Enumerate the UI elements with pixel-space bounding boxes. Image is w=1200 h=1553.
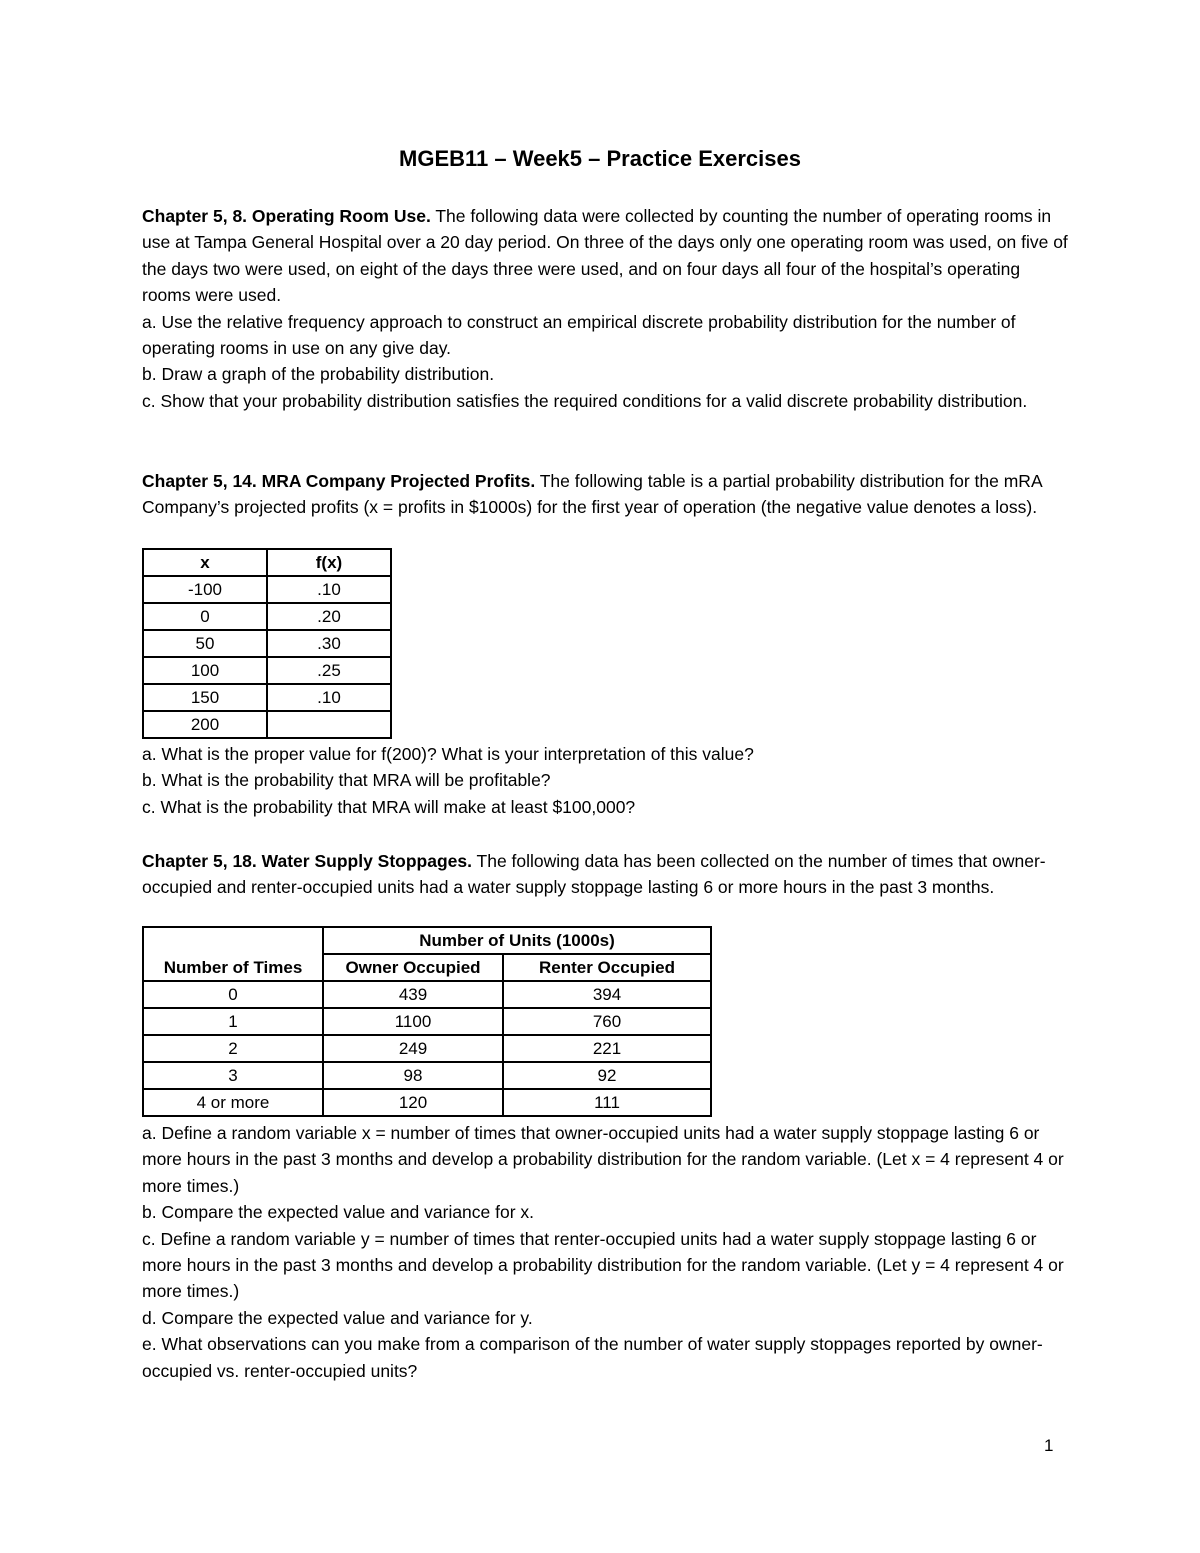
cell-x: 0	[143, 603, 267, 630]
cell-number-of-times: 4 or more	[143, 1089, 323, 1116]
column-header-owner-occupied: Owner Occupied	[323, 954, 503, 981]
water-stoppage-table	[142, 926, 712, 1117]
cell-x: 50	[143, 630, 267, 657]
cell-owner-occupied: 120	[323, 1089, 503, 1116]
section3-question-c: c. Define a random variable y = number of times that renter-occupied units had a water supply stoppage lasting 6 or more hours in the past 3 months and develop a probability distribution for the random variable. (Let y = 4 represent 4 or more times.)	[142, 1228, 1064, 1302]
cell-renter-occupied: 760	[503, 1008, 711, 1035]
cell-number-of-times: 1	[143, 1008, 323, 1035]
section2-question-b: b. What is the probability that MRA will be profitable?	[142, 770, 551, 791]
cell-fx: .30	[267, 630, 391, 657]
section1-intro	[142, 203, 1072, 309]
section2-questions	[142, 741, 1072, 820]
section3-intro-text: The following data has been collected on the number of times that owner-occupied and renter-occupied units had a water supply stoppage lasting 6 or more hours in the past 3 months.	[142, 851, 1046, 898]
section2-intro-text: The following table is a partial probability distribution for the mRA Company’s projected profits (x = profits in $1000s) for the first year of operation (the negative value denotes a loss).	[142, 471, 1042, 518]
column-header-x: x	[143, 549, 267, 576]
table-row	[143, 684, 391, 711]
cell-number-of-times: 3	[143, 1062, 323, 1089]
cell-x: -100	[143, 576, 267, 603]
section1-question-b: b. Draw a graph of the probability distribution.	[142, 364, 495, 385]
section3-questions	[142, 1120, 1072, 1384]
cell-number-of-times: 2	[143, 1035, 323, 1062]
cell-fx: .25	[267, 657, 391, 684]
table-row	[143, 576, 391, 603]
section-operating-room-use	[142, 203, 1072, 414]
cell-fx	[267, 711, 391, 738]
section3-heading: Chapter 5, 18. Water Supply Stoppages.	[142, 851, 472, 871]
section3-question-d: d. Compare the expected value and variance for y.	[142, 1307, 533, 1328]
group-header-number-of-units: Number of Units (1000s)	[323, 927, 711, 954]
cell-x: 150	[143, 684, 267, 711]
section1-intro-text: The following data were collected by counting the number of operating rooms in use at Tampa General Hospital over a 20 day period. On three of the days only one operating room was used, on five of the days two were used, on eight of the days three were used, and on four days all four of the hospital’s operating rooms were used.	[142, 206, 1068, 306]
section1-heading: Chapter 5, 8. Operating Room Use.	[142, 206, 431, 226]
row-header-number-of-times: Number of Times	[143, 927, 323, 981]
section3-question-b: b. Compare the expected value and variance for x.	[142, 1202, 535, 1223]
table-row	[143, 603, 391, 630]
table-header-row	[143, 927, 711, 954]
section2-heading: Chapter 5, 14. MRA Company Projected Profits.	[142, 471, 536, 491]
table-row	[143, 630, 391, 657]
cell-owner-occupied: 439	[323, 981, 503, 1008]
table-row	[143, 1062, 711, 1089]
table-row	[143, 1035, 711, 1062]
table-row	[143, 1089, 711, 1116]
table-row	[143, 711, 391, 738]
cell-fx: .20	[267, 603, 391, 630]
profit-distribution-table	[142, 548, 392, 739]
section3-question-e: e. What observations can you make from a comparison of the number of water supply stoppages reported by owner-occupied vs. renter-occupied units?	[142, 1334, 1043, 1381]
section-water-supply-stoppages	[142, 848, 1072, 901]
cell-fx: .10	[267, 684, 391, 711]
page-number: 1	[1044, 1436, 1054, 1455]
cell-owner-occupied: 1100	[323, 1008, 503, 1035]
cell-number-of-times: 0	[143, 981, 323, 1008]
section-mra-profits	[142, 468, 1072, 521]
section3-question-a: a. Define a random variable x = number of times that owner-occupied units had a water supply stoppage lasting 6 or more hours in the past 3 months and develop a probability distribution for the random variable. (Let x = 4 represent 4 or more times.)	[142, 1123, 1064, 1196]
cell-owner-occupied: 98	[323, 1062, 503, 1089]
cell-renter-occupied: 394	[503, 981, 711, 1008]
section2-question-a: a. What is the proper value for f(200)? What is your interpretation of this value?	[142, 744, 754, 764]
section1-question-c: c. Show that your probability distribution satisfies the required conditions for a valid discrete probability distribution.	[142, 390, 1028, 411]
cell-renter-occupied: 111	[503, 1089, 711, 1116]
cell-owner-occupied: 249	[323, 1035, 503, 1062]
section3-intro	[142, 848, 1072, 901]
column-header-fx: f(x)	[267, 549, 391, 576]
section2-intro	[142, 468, 1072, 521]
cell-x: 200	[143, 711, 267, 738]
table-row	[143, 657, 391, 684]
cell-renter-occupied: 221	[503, 1035, 711, 1062]
table-row	[143, 981, 711, 1008]
column-header-renter-occupied: Renter Occupied	[503, 954, 711, 981]
section1-question-a: a. Use the relative frequency approach to construct an empirical discrete probability distribution for the number of operating rooms in use on any give day.	[142, 311, 1016, 359]
table-header-row	[143, 549, 391, 576]
cell-fx: .10	[267, 576, 391, 603]
section2-question-c: c. What is the probability that MRA will make at least $100,000?	[142, 796, 636, 817]
cell-x: 100	[143, 657, 267, 684]
cell-renter-occupied: 92	[503, 1062, 711, 1089]
page-title: MGEB11 – Week5 – Practice Exercises	[399, 146, 801, 171]
table-row	[143, 1008, 711, 1035]
